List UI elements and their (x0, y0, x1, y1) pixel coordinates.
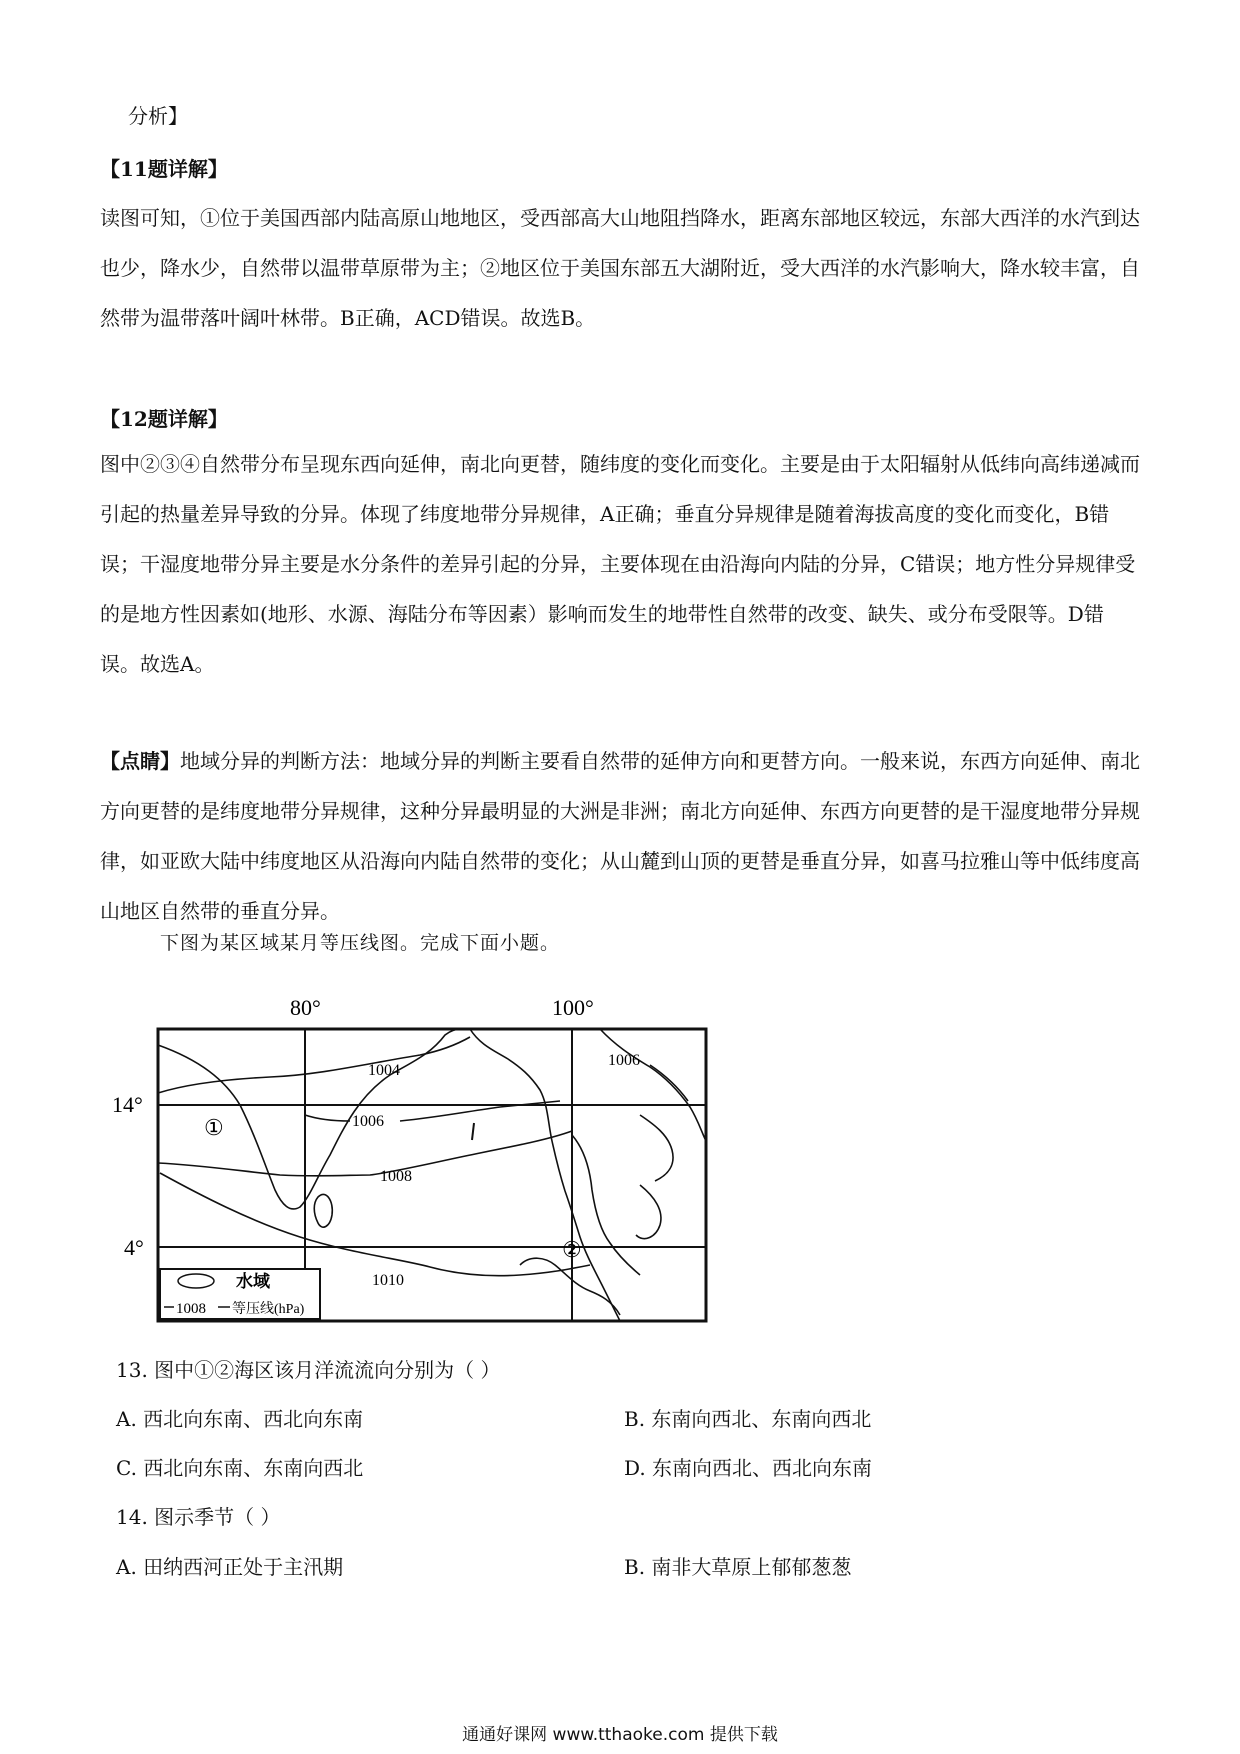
isobar-map (0, 975, 1240, 1355)
page-footer: 通通好课网 www.tthaoke.com 提供下载 (462, 1725, 778, 1745)
isobar-label-1006-b: 1006 (352, 1113, 384, 1130)
coastline-bay (470, 1029, 620, 1321)
q13-option-c[interactable] (116, 1452, 363, 1481)
q13-option-a[interactable] (116, 1403, 363, 1432)
marker-2: ② (562, 1237, 582, 1262)
q14-option-b[interactable] (624, 1551, 851, 1580)
isobar-label-1008: 1008 (380, 1168, 412, 1185)
question-intro: 下图为某区域某月等压线图。完成下面小题。 (160, 932, 561, 954)
option-text: 田纳西河正处于主汛期 (143, 1555, 344, 1579)
island-andaman (472, 1123, 474, 1140)
dianjing-body: 地域分异的判断方法：地域分异的判断主要看自然带的延伸方向和更替方向。一般来说，东西方向延伸、南北方向更替的是纬度地带分异规律，这种分异最明显的大洲是非洲；南北方向延伸、东西方向更替的是干湿度地带分异规律，如亚欧大陆中纬度地区从沿海向内陆自然带的变化；从山麓到山顶的更替是垂直分异，如喜马拉雅山等中低纬度高山地区自然带的垂直分异。 (100, 749, 1140, 923)
option-text: 西北向东南、东南向西北 (143, 1456, 364, 1480)
coastline-malay (572, 1135, 640, 1275)
option-label: A. (116, 1555, 137, 1579)
lat-label-14: 14° (112, 1092, 143, 1117)
q13-option-d[interactable] (624, 1452, 872, 1481)
dianjing-label: 【点睛】 (100, 749, 180, 773)
lon-label-80: 80° (290, 995, 321, 1020)
isobar-1004 (158, 1037, 470, 1093)
coastline-sumatra (520, 1258, 620, 1315)
isobar-label-1004: 1004 (368, 1062, 400, 1079)
option-text: 东南向西北、东南向西北 (651, 1407, 872, 1431)
isobar-1006-west (305, 1115, 350, 1121)
q14-stem: 14. 图示季节（ ） (116, 1505, 281, 1529)
top-fragment: 分析】 (128, 104, 188, 128)
lat-label-4: 4° (124, 1235, 144, 1260)
q13-stem: 13. 图中①②海区该月洋流流向分别为（ ） (116, 1358, 501, 1382)
isobar-label-1006-a: 1006 (608, 1052, 640, 1069)
legend-water-label: 水域 (236, 1272, 270, 1291)
lon-label-100: 100° (552, 995, 594, 1020)
option-label: B. (624, 1407, 646, 1431)
coastline-indochina-gulf (640, 1115, 673, 1181)
option-text: 东南向西北、西北向东南 (652, 1456, 873, 1480)
option-label: B. (624, 1555, 646, 1579)
coastline-borneo (636, 1185, 661, 1239)
isobar-label-1010: 1010 (372, 1272, 404, 1289)
q11-body: 读图可知，①位于美国西部内陆高原山地地区，受西部高大山地阻挡降水，距离东部地区较远，东部大西洋的水汽到达也少，降水少，自然带以温带草原带为主；②地区位于美国东部五大湖附近，受大西洋的水汽影响大，降水较丰富，自然带为温带落叶阔叶林带。B正确，ACD错误。故选B。 (100, 206, 1140, 330)
dianjing-paragraph (100, 736, 1140, 936)
option-label: C. (116, 1456, 137, 1480)
q11-heading: 【11题详解】 (100, 157, 228, 181)
q14-option-a[interactable] (116, 1551, 343, 1580)
option-label: A. (116, 1407, 137, 1431)
marker-1: ① (204, 1115, 224, 1140)
option-text: 南非大草原上郁郁葱葱 (651, 1555, 852, 1579)
q12-body: 图中②③④自然带分布呈现东西向延伸，南北向更替，随纬度的变化而变化。主要是由于太阳辐射从低纬向高纬递减而引起的热量差异导致的分异。体现了纬度地带分异规律，A正确；垂直分异规律是随着海拔高度的变化而变化，B错误；干湿度地带分异主要是水分条件的差异引起的分异，主要体现在由沿海向内陆的分异，C错误；地方性分异规律受的是地方性因素如(地形、水源、海陆分布等因素）影响而发生的地带性自然带的改变、缺失、或分布受限等。D错误。故选A。 (100, 452, 1140, 676)
coastline-srilanka (314, 1194, 332, 1227)
q13-option-b[interactable] (624, 1403, 871, 1432)
legend-isobar-text: 等压线(hPa) (232, 1302, 305, 1317)
legend-isobar-value: 1008 (176, 1301, 206, 1317)
option-label: D. (624, 1456, 646, 1480)
q12-heading: 【12题详解】 (100, 407, 228, 431)
option-text: 西北向东南、西北向东南 (143, 1407, 364, 1431)
